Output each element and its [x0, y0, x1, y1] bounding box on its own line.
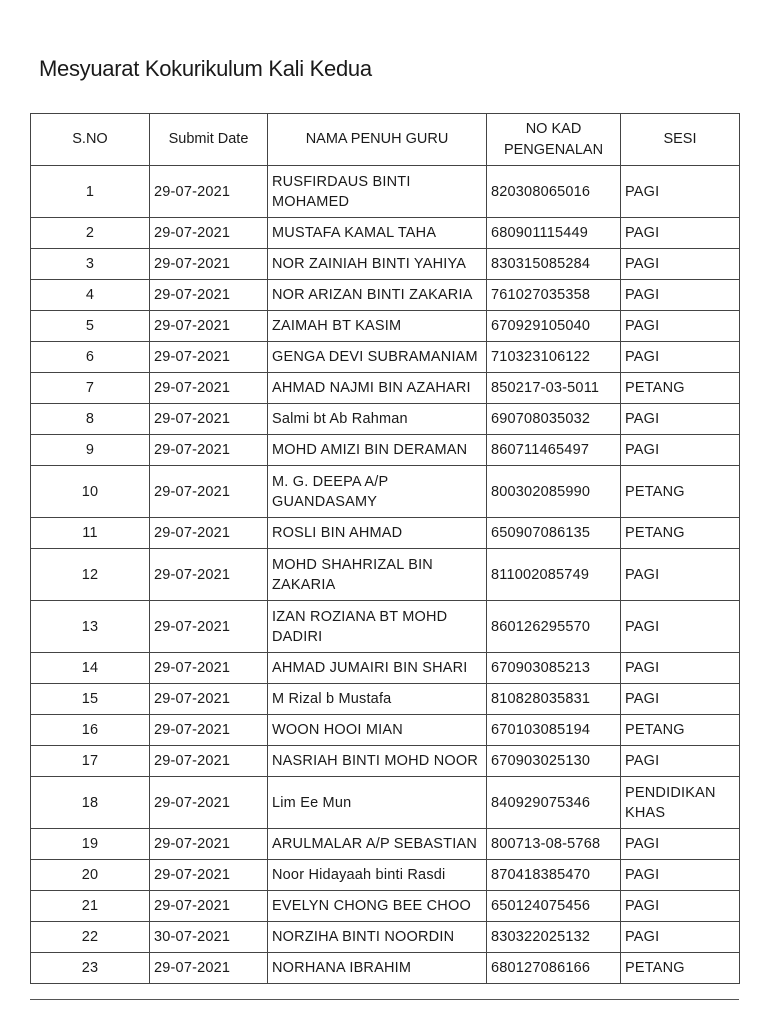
cell-sno: 9 — [31, 435, 150, 466]
table-row — [31, 218, 740, 249]
cell-name: NOR ARIZAN BINTI ZAKARIA — [268, 280, 487, 311]
cell-sno: 15 — [31, 684, 150, 715]
cell-sno: 22 — [31, 922, 150, 953]
cell-sesi: PAGI — [621, 829, 740, 860]
cell-sesi: PAGI — [621, 435, 740, 466]
cell-sesi: PETANG — [621, 466, 740, 518]
cell-sesi: PETANG — [621, 715, 740, 746]
cell-ic: 761027035358 — [487, 280, 621, 311]
cell-ic: 820308065016 — [487, 166, 621, 218]
cell-name: ZAIMAH BT KASIM — [268, 311, 487, 342]
cell-sesi: PAGI — [621, 891, 740, 922]
cell-name: AHMAD NAJMI BIN AZAHARI — [268, 373, 487, 404]
cell-sesi: PAGI — [621, 280, 740, 311]
table-row — [31, 746, 740, 777]
cell-ic: 680127086166 — [487, 953, 621, 984]
cell-name: IZAN ROZIANA BT MOHD DADIRI — [268, 601, 487, 653]
cell-ic: 690708035032 — [487, 404, 621, 435]
table-row — [31, 860, 740, 891]
cell-sno: 1 — [31, 166, 150, 218]
cell-sno: 23 — [31, 953, 150, 984]
cell-date: 29-07-2021 — [150, 311, 268, 342]
cell-date: 29-07-2021 — [150, 746, 268, 777]
table-row — [31, 518, 740, 549]
cell-sesi: PAGI — [621, 746, 740, 777]
table-row — [31, 249, 740, 280]
cell-sno: 5 — [31, 311, 150, 342]
table-row — [31, 777, 740, 829]
table-row — [31, 435, 740, 466]
cell-sesi: PAGI — [621, 311, 740, 342]
cell-date: 29-07-2021 — [150, 466, 268, 518]
cell-ic: 810828035831 — [487, 684, 621, 715]
cell-sno: 16 — [31, 715, 150, 746]
cell-ic: 670929105040 — [487, 311, 621, 342]
cell-sno: 10 — [31, 466, 150, 518]
cell-ic: 670103085194 — [487, 715, 621, 746]
cell-ic: 650124075456 — [487, 891, 621, 922]
cell-sesi: PAGI — [621, 684, 740, 715]
cell-sno: 18 — [31, 777, 150, 829]
cell-sno: 6 — [31, 342, 150, 373]
cell-ic: 680901115449 — [487, 218, 621, 249]
table-row — [31, 404, 740, 435]
header-sno: S.NO — [31, 114, 150, 166]
cell-name: AHMAD JUMAIRI BIN SHARI — [268, 653, 487, 684]
cell-date: 29-07-2021 — [150, 953, 268, 984]
table-row — [31, 311, 740, 342]
cell-ic: 710323106122 — [487, 342, 621, 373]
cell-sno: 12 — [31, 549, 150, 601]
cell-name: ROSLI BIN AHMAD — [268, 518, 487, 549]
submissions-table — [30, 113, 740, 984]
cell-date: 29-07-2021 — [150, 404, 268, 435]
cell-sesi: PAGI — [621, 549, 740, 601]
cell-name: RUSFIRDAUS BINTI MOHAMED — [268, 166, 487, 218]
cell-date: 29-07-2021 — [150, 435, 268, 466]
cell-name: NOR ZAINIAH BINTI YAHIYA — [268, 249, 487, 280]
cell-ic: 840929075346 — [487, 777, 621, 829]
header-ic-number: NO KAD PENGENALAN — [487, 114, 621, 166]
cell-ic: 811002085749 — [487, 549, 621, 601]
cell-sesi: PAGI — [621, 601, 740, 653]
table-row — [31, 601, 740, 653]
cell-ic: 870418385470 — [487, 860, 621, 891]
cell-name: M. G. DEEPA A/P GUANDASAMY — [268, 466, 487, 518]
table-row — [31, 715, 740, 746]
cell-date: 29-07-2021 — [150, 891, 268, 922]
cell-ic: 830315085284 — [487, 249, 621, 280]
header-submit-date: Submit Date — [150, 114, 268, 166]
table-row — [31, 166, 740, 218]
cell-sesi: PAGI — [621, 653, 740, 684]
cell-date: 29-07-2021 — [150, 218, 268, 249]
table-row — [31, 891, 740, 922]
cell-date: 29-07-2021 — [150, 777, 268, 829]
cell-date: 29-07-2021 — [150, 280, 268, 311]
cell-sesi: PETANG — [621, 373, 740, 404]
cell-sesi: PENDIDIKAN KHAS — [621, 777, 740, 829]
cell-sesi: PAGI — [621, 922, 740, 953]
cell-ic: 860126295570 — [487, 601, 621, 653]
cell-name: Salmi bt Ab Rahman — [268, 404, 487, 435]
cell-sesi: PAGI — [621, 404, 740, 435]
cell-name: WOON HOOI MIAN — [268, 715, 487, 746]
cell-ic: 830322025132 — [487, 922, 621, 953]
cell-name: M Rizal b Mustafa — [268, 684, 487, 715]
cell-name: NORHANA IBRAHIM — [268, 953, 487, 984]
cell-sno: 4 — [31, 280, 150, 311]
cell-ic: 800302085990 — [487, 466, 621, 518]
cell-date: 29-07-2021 — [150, 342, 268, 373]
cell-name: Noor Hidayaah binti Rasdi — [268, 860, 487, 891]
cell-ic: 800713-08-5768 — [487, 829, 621, 860]
cell-ic: 860711465497 — [487, 435, 621, 466]
cell-sesi: PAGI — [621, 166, 740, 218]
cell-date: 29-07-2021 — [150, 601, 268, 653]
cell-sno: 19 — [31, 829, 150, 860]
cell-sno: 2 — [31, 218, 150, 249]
table-row — [31, 342, 740, 373]
page-title: Mesyuarat Kokurikulum Kali Kedua — [39, 56, 372, 81]
cell-ic: 670903025130 — [487, 746, 621, 777]
table-body — [31, 166, 740, 984]
cell-date: 29-07-2021 — [150, 373, 268, 404]
cell-sesi: PAGI — [621, 218, 740, 249]
cell-name: ARULMALAR A/P SEBASTIAN — [268, 829, 487, 860]
cell-sno: 21 — [31, 891, 150, 922]
cell-date: 29-07-2021 — [150, 653, 268, 684]
cell-sesi: PAGI — [621, 342, 740, 373]
cell-date: 29-07-2021 — [150, 829, 268, 860]
table-row — [31, 373, 740, 404]
cell-sno: 13 — [31, 601, 150, 653]
table-row — [31, 549, 740, 601]
table-row — [31, 280, 740, 311]
cell-date: 29-07-2021 — [150, 715, 268, 746]
table-row — [31, 684, 740, 715]
table-row — [31, 466, 740, 518]
cell-sesi: PAGI — [621, 249, 740, 280]
cell-sno: 11 — [31, 518, 150, 549]
cell-name: MOHD AMIZI BIN DERAMAN — [268, 435, 487, 466]
cell-name: Lim Ee Mun — [268, 777, 487, 829]
cell-sesi: PAGI — [621, 860, 740, 891]
cell-date: 29-07-2021 — [150, 549, 268, 601]
cell-ic: 850217-03-5011 — [487, 373, 621, 404]
cell-name: NORZIHA BINTI NOORDIN — [268, 922, 487, 953]
header-session: SESI — [621, 114, 740, 166]
cell-sno: 17 — [31, 746, 150, 777]
table-row — [31, 922, 740, 953]
table-header-row — [31, 114, 740, 166]
cell-date: 29-07-2021 — [150, 684, 268, 715]
cell-sno: 3 — [31, 249, 150, 280]
cell-sno: 7 — [31, 373, 150, 404]
cell-date: 29-07-2021 — [150, 860, 268, 891]
cell-name: NASRIAH BINTI MOHD NOOR — [268, 746, 487, 777]
table-row — [31, 653, 740, 684]
cell-name: GENGA DEVI SUBRAMANIAM — [268, 342, 487, 373]
cell-sesi: PETANG — [621, 953, 740, 984]
cell-sno: 20 — [31, 860, 150, 891]
cell-date: 29-07-2021 — [150, 166, 268, 218]
cell-name: EVELYN CHONG BEE CHOO — [268, 891, 487, 922]
header-full-name: NAMA PENUH GURU — [268, 114, 487, 166]
table-row — [31, 829, 740, 860]
cell-name: MUSTAFA KAMAL TAHA — [268, 218, 487, 249]
cell-date: 29-07-2021 — [150, 518, 268, 549]
page-divider — [30, 999, 739, 1000]
cell-ic: 670903085213 — [487, 653, 621, 684]
cell-sno: 14 — [31, 653, 150, 684]
cell-sesi: PETANG — [621, 518, 740, 549]
cell-ic: 650907086135 — [487, 518, 621, 549]
table-row — [31, 953, 740, 984]
cell-name: MOHD SHAHRIZAL BIN ZAKARIA — [268, 549, 487, 601]
cell-date: 30-07-2021 — [150, 922, 268, 953]
cell-date: 29-07-2021 — [150, 249, 268, 280]
cell-sno: 8 — [31, 404, 150, 435]
